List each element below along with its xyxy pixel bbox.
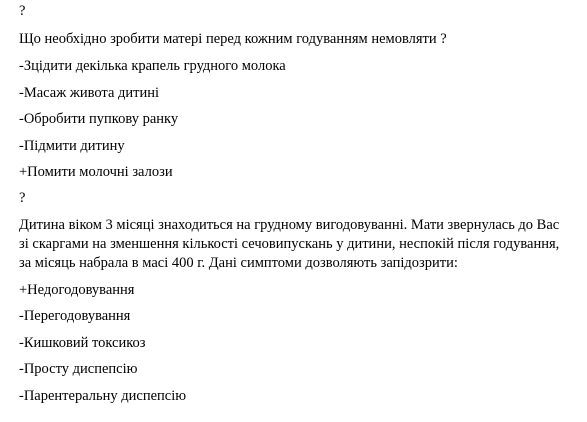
question-2-option-3: -Кишковий токсикоз: [19, 335, 146, 351]
question-2-text-line-1: Дитина віком 3 місяці знаходиться на грудному вигодовуванні. Мати звернулась до Вас: [19, 217, 560, 233]
question-1-option-5: +Помити молочні залози: [19, 164, 173, 180]
question-1-text: Що необхідно зробити матері перед кожним годуванням немовляти ?: [19, 31, 447, 47]
question-1-option-4: -Підмити дитину: [19, 138, 125, 154]
question-2-option-1: +Недогодовування: [19, 282, 135, 298]
question-2-option-4: -Просту диспепсію: [19, 361, 138, 377]
question-1-option-2: -Масаж живота дитині: [19, 85, 160, 101]
question-2-text-line-2: зі скаргами на зменшення кількості сечовипускань у дитини, неспокій після годування,: [19, 236, 560, 252]
question-1-marker: ?: [19, 3, 26, 19]
question-1-option-1: -Зцідити декілька крапель грудного молока: [19, 58, 286, 74]
question-1-option-3: -Обробити пупкову ранку: [19, 111, 179, 127]
question-2-marker: ?: [19, 190, 26, 206]
question-2-option-2: -Перегодовування: [19, 308, 131, 324]
question-2-text-line-3: за місяць набрала в масі 400 г. Дані симптоми дозволяють запідозрити:: [19, 255, 458, 271]
question-2-option-5: -Парентеральну диспепсію: [19, 388, 187, 404]
